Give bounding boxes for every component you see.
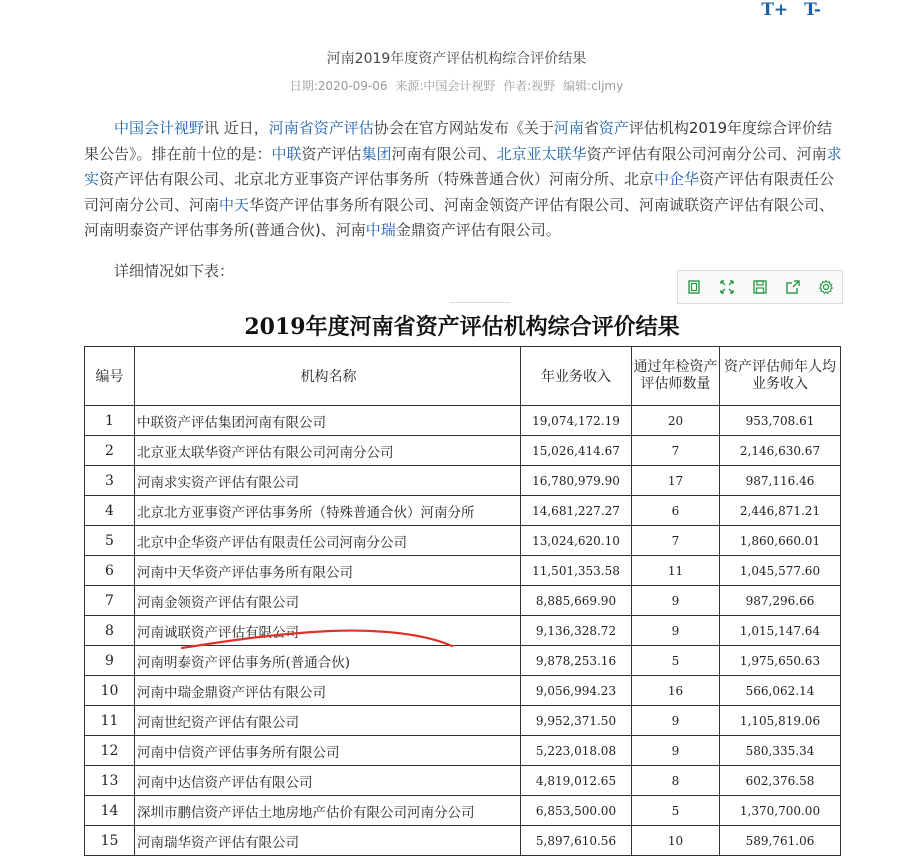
cell-institution-name: 河南明泰资产评估事务所(普通合伙) [135, 646, 521, 676]
article-keyword-link[interactable]: 中国会计视野 [114, 119, 205, 137]
cell-number: 13 [85, 766, 135, 796]
settings-icon[interactable] [816, 277, 836, 297]
header-annual-revenue: 年业务收入 [521, 347, 632, 406]
article-text: 华资产评估事务所有限公司、河南金领资产评估有限公司、河南诚联资产评估有限公司、河南明泰资产评估事务所(普通合伙)、河南 [84, 195, 835, 239]
cell-annual-revenue: 14,681,227.27 [521, 496, 632, 526]
article-text: 资产评估 [301, 144, 362, 163]
article-author: 作者:视野 [503, 79, 556, 93]
save-icon[interactable] [750, 277, 770, 297]
article-source: 来源:中国会计视野 [395, 79, 496, 93]
cell-annual-revenue: 9,136,328.72 [521, 616, 632, 646]
font-increase-button[interactable]: T+ [761, 0, 789, 20]
cell-number: 14 [85, 796, 135, 826]
cell-per-capita-revenue: 953,708.61 [720, 406, 841, 436]
cell-number: 15 [85, 826, 135, 856]
table-row [85, 766, 841, 796]
cell-institution-name: 河南世纪资产评估有限公司 [135, 706, 521, 736]
table-row [85, 586, 841, 616]
cell-appraiser-count: 17 [632, 466, 720, 496]
cell-annual-revenue: 6,853,500.00 [521, 796, 632, 826]
header-per-capita-revenue: 资产评估师年人均业务收入 [720, 347, 841, 406]
table-row [85, 736, 841, 766]
cell-appraiser-count: 5 [632, 796, 720, 826]
cell-appraiser-count: 9 [632, 736, 720, 766]
detail-intro-text: 详细情况如下表： [114, 262, 235, 280]
table-header-row [85, 347, 841, 406]
table-row [85, 526, 841, 556]
article-text: 资产评估有限公司河南分公司、河南 [586, 144, 827, 163]
header-institution-name: 机构名称 [135, 347, 521, 406]
cell-number: 2 [85, 436, 135, 466]
font-decrease-button[interactable]: T- [804, 0, 821, 20]
copy-icon[interactable] [684, 277, 704, 297]
table-row [85, 796, 841, 826]
cell-appraiser-count: 16 [632, 676, 720, 706]
header-appraiser-count: 通过年检资产评估师数量 [632, 347, 720, 406]
cell-annual-revenue: 15,026,414.67 [521, 436, 632, 466]
cell-per-capita-revenue: 987,296.66 [720, 586, 841, 616]
article-keyword-link[interactable]: 中企华 [654, 170, 700, 188]
article-text: 资产评估有限责任公司河南分公司、河南 [84, 170, 835, 214]
cell-annual-revenue: 11,501,353.58 [521, 556, 632, 586]
article-date: 日期:2020-09-06 [289, 79, 388, 93]
fullscreen-icon[interactable] [717, 277, 737, 297]
cell-institution-name: 深圳市鹏信资产评估土地房地产估价有限公司河南分公司 [135, 796, 521, 826]
cell-institution-name: 河南金领资产评估有限公司 [135, 586, 521, 616]
cell-per-capita-revenue: 580,335.34 [720, 736, 841, 766]
font-size-controls [761, 0, 821, 20]
cell-appraiser-count: 6 [632, 496, 720, 526]
cell-institution-name: 北京北方亚事资产评估事务所（特殊普通合伙）河南分所 [135, 496, 521, 526]
table-row [85, 406, 841, 436]
table-row [85, 706, 841, 736]
cell-annual-revenue: 4,819,012.65 [521, 766, 632, 796]
cell-institution-name: 河南中达信资产评估有限公司 [135, 766, 521, 796]
cell-per-capita-revenue: 589,761.06 [720, 826, 841, 856]
article-keyword-link[interactable]: 资产 [598, 119, 629, 137]
cell-number: 5 [85, 526, 135, 556]
article-keyword-link[interactable]: 河南 [553, 119, 584, 137]
cell-per-capita-revenue: 602,376.58 [720, 766, 841, 796]
cell-number: 11 [85, 706, 135, 736]
cell-appraiser-count: 9 [632, 586, 720, 616]
cell-per-capita-revenue: 1,370,700.00 [720, 796, 841, 826]
cell-appraiser-count: 9 [632, 706, 720, 736]
cell-annual-revenue: 13,024,620.10 [521, 526, 632, 556]
cell-number: 8 [85, 616, 135, 646]
cell-number: 4 [85, 496, 135, 526]
table-row [85, 826, 841, 856]
cell-number: 1 [85, 406, 135, 436]
header-number: 编号 [85, 347, 135, 406]
table-row [85, 556, 841, 586]
table-toolbar [677, 270, 843, 304]
article-text: 讯 近日， [204, 119, 269, 137]
cell-annual-revenue: 9,878,253.16 [521, 646, 632, 676]
article-text: 河南有限公司、 [391, 144, 497, 163]
table-title: 2019年度河南省资产评估机构综合评价结果 [244, 314, 680, 340]
article-keyword-link[interactable]: 集团 [361, 144, 392, 163]
article-text: 协会在官方网站发布《关于 [373, 119, 554, 137]
cell-number: 12 [85, 736, 135, 766]
table-row [85, 616, 841, 646]
cell-institution-name: 河南中信资产评估事务所有限公司 [135, 736, 521, 766]
table-row [85, 466, 841, 496]
article-keyword-link[interactable]: 北京亚太联华 [496, 144, 587, 163]
cell-per-capita-revenue: 1,015,147.64 [720, 616, 841, 646]
cell-annual-revenue: 19,074,172.19 [521, 406, 632, 436]
cell-per-capita-revenue: 987,116.46 [720, 466, 841, 496]
cell-number: 9 [85, 646, 135, 676]
cell-appraiser-count: 9 [632, 616, 720, 646]
cell-institution-name: 中联资产评估集团河南有限公司 [135, 406, 521, 436]
cell-institution-name: 河南瑞华资产评估有限公司 [135, 826, 521, 856]
cell-per-capita-revenue: 1,860,660.01 [720, 526, 841, 556]
article-text: 评估机构2019年度综合评价结果公告》。排在前十位的是： [84, 119, 833, 163]
article-keyword-link[interactable]: 中天 [219, 195, 250, 214]
cell-institution-name: 河南中天华资产评估事务所有限公司 [135, 556, 521, 586]
cell-per-capita-revenue: 1,045,577.60 [720, 556, 841, 586]
share-icon[interactable] [783, 277, 803, 297]
cell-per-capita-revenue: 2,146,630.67 [720, 436, 841, 466]
cell-per-capita-revenue: 1,975,650.63 [720, 646, 841, 676]
cell-annual-revenue: 16,780,979.90 [521, 466, 632, 496]
cell-appraiser-count: 5 [632, 646, 720, 676]
divider [450, 302, 510, 303]
cell-institution-name: 河南中瑞金鼎资产评估有限公司 [135, 676, 521, 706]
cell-institution-name: 北京中企华资产评估有限责任公司河南分公司 [135, 526, 521, 556]
cell-institution-name: 河南诚联资产评估有限公司 [135, 616, 521, 646]
table-row [85, 436, 841, 466]
article-keyword-link[interactable]: 求实 [84, 144, 842, 188]
cell-appraiser-count: 7 [632, 436, 720, 466]
cell-per-capita-revenue: 1,105,819.06 [720, 706, 841, 736]
cell-annual-revenue: 9,952,371.50 [521, 706, 632, 736]
cell-number: 6 [85, 556, 135, 586]
article-keyword-link[interactable]: 河南省资产评估 [268, 119, 374, 137]
article-text: 金鼎资产评估有限公司。 [395, 221, 561, 239]
cell-number: 10 [85, 676, 135, 706]
article-keyword-link[interactable]: 中联 [271, 144, 302, 163]
cell-number: 3 [85, 466, 135, 496]
cell-appraiser-count: 10 [632, 826, 720, 856]
cell-appraiser-count: 11 [632, 556, 720, 586]
cell-institution-name: 河南求实资产评估有限公司 [135, 466, 521, 496]
article-meta [0, 77, 913, 94]
cell-appraiser-count: 20 [632, 406, 720, 436]
article-paragraph [84, 116, 846, 244]
article-editor: 编辑:cljmy [563, 79, 624, 93]
cell-per-capita-revenue: 566,062.14 [720, 676, 841, 706]
cell-appraiser-count: 7 [632, 526, 720, 556]
cell-annual-revenue: 5,897,610.56 [521, 826, 632, 856]
cell-appraiser-count: 8 [632, 766, 720, 796]
article-text: 省 [583, 119, 599, 137]
cell-number: 7 [85, 586, 135, 616]
evaluation-results-table [84, 346, 841, 856]
cell-annual-revenue: 8,885,669.90 [521, 586, 632, 616]
table-row [85, 496, 841, 526]
cell-annual-revenue: 9,056,994.23 [521, 676, 632, 706]
cell-per-capita-revenue: 2,446,871.21 [720, 496, 841, 526]
cell-institution-name: 北京亚太联华资产评估有限公司河南分公司 [135, 436, 521, 466]
table-row [85, 646, 841, 676]
article-title: 河南2019年度资产评估机构综合评价结果 [326, 51, 587, 67]
article-text: 资产评估有限公司、北京北方亚事资产评估事务所（特殊普通合伙）河南分所、北京 [99, 170, 655, 188]
cell-annual-revenue: 5,223,018.08 [521, 736, 632, 766]
table-row [85, 676, 841, 706]
article-keyword-link[interactable]: 中瑞 [365, 221, 396, 239]
